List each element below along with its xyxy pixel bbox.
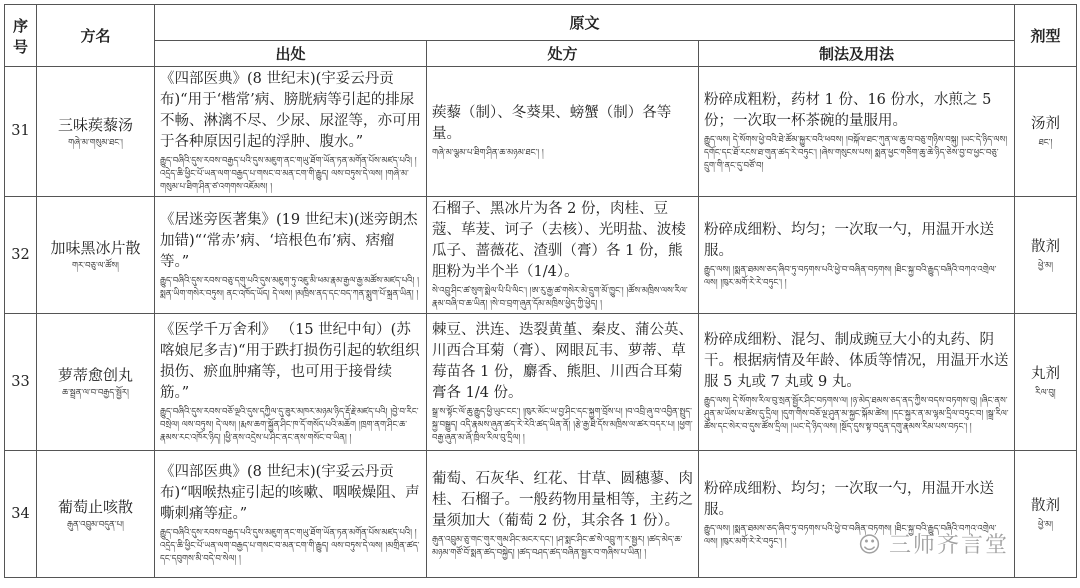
formula-table (4, 4, 1077, 578)
name-cell (37, 67, 155, 197)
form-tibetan: ཐང་། (1038, 137, 1053, 148)
source-text: 《居迷旁医著集》(19 世纪末)(迷旁朗杰加错)“‘常赤’病、‘培根色布’病、痞瘤等。” (160, 211, 418, 270)
prescription-cell (427, 314, 699, 451)
prescription-text: 棘豆、洪连、迭裂黄堇、秦皮、蒲公英、川西合耳菊（膏）、网眼瓦韦、萝蒂、草莓苗各 1 份，麝香、熊胆、川西合耳菊膏各 1/4 份。 (432, 321, 693, 401)
header-original: 原文 (155, 5, 1015, 41)
method-text: 粉碎成细粉、均匀；一次取一勺，用温开水送服。 (704, 481, 994, 518)
prescription-tibetan: རྒུན་འབྲུམ་ཅུ་གང་གུར་གུམ་ཤིང་མངར་དང་། །ཤ་སྨང་ཤིང་ཚ་སེ་འབྲུ་ཀ་ར་སྦྱར། །ཚད་མེད་ཆ་མཉམ་གཙོ་བོ་སྨན་ཚད་བསྐྱེད། །ཚད་བཤད་ཚད་བཞིན་སྦྱར་བ་གཞིས་པ་ཡིན། ། (432, 534, 683, 558)
source-text: 《四部医典》(8 世纪末)(宇妥云丹贡布)“用于‘楷常’病、膀胱病等引起的排尿不畅、淋漓不尽、少尿、尿涩等，亦可用于各种原因引起的浮肿、腹水。” (160, 71, 421, 150)
prescription-text: 蒺藜（制）、冬葵果、螃蟹（制）各等量。 (432, 105, 672, 142)
watermark (858, 528, 1015, 559)
watermark-text: 三师齐言堂 (888, 533, 1009, 558)
form-cell (1015, 197, 1077, 314)
method-tibetan: རྒྱུད་ལས། །སྨན་ཐམས་ཅད་ཞིབ་ཏུ་བཏགས་པའི་ཕྱེ་བ་བཞིན་བཏགས། །ཐིང་སྐྱ་བའི་རྒྱུད་བཞིའི་བཀའ་འགྲེལ་ལས། །ཁུར་མགོ་རེ་རེ་བཏུང་། ། (704, 524, 997, 547)
prescription-tibetan: སེ་འབྲུ་ཤིང་ཚ་སུག་སྨེལ་པི་པི་ལིང་། །ཨ་རུ་རྒྱ་ཚ་གསེར་མེ་དྲུག་མོ་ཁྱུང་། །ཚོས་མཁྲིས་ལས་རིལ་རྣམ་བཞི་བ་ཆ་ཡིན། །སེ་བ་བྲག་ཞུན་དོམ་མཁྲིས་ཕྱེད་ཀྱི་ཕྱེད། ། (432, 286, 688, 309)
form-text: 散剂 (1031, 498, 1060, 514)
method-tibetan: རྒྱུད་ལས། དེ་སོགས་རིལ་བུ་སྲན་སྦྱོར་ཤིང་བཏགས་ལ། །ཉ་མེད་ཐམས་ཅད་ནད་ཀྱིས་བདས་བཏགས་བུ། །ཞིང་ནས་ཤུན་མ་ཡོས་པ་ཚེས་དུ་དྲིལ། །དུག་གིས་བཅོ་ལྔ་ཤུན་མ་སྐྱང་སྐོམ་ཚེས། །དང་སྐྱར་ན་མ་ལྷམ་དྲིལ་བཏུང་བ། །སྒྲ་རིལ་ཚོས་དང་སེར་བ་དུས་ཚོས་དྲིལ། །ཡང་དེ་ཉིད་ལས། །སྔོད་དུས་སྟ་བདུན་དགུ་རྣམས་རིམ་པས་བཏང་། ། (704, 396, 1009, 432)
formula-name-tibetan: ཆ་སྦྲན་ལ་བ་བརྒྱད་སྦྱོར། (62, 388, 129, 398)
source-tibetan: རྒྱུད་བཞིའི་དུས་རབས་བརྒྱད་པའི་དུས་མཇུག་ནང་གཡུ་ཐོག་ཡོན་ཏན་མགོན་པོས་མཛད་པའི། །འདྲེད་ཆི་ཕྱིང་པོ་ཡན་ལག་བརྒྱད་པ་གསང་བ་མན་ངག་གི་རྒྱུད། ལས་བཏུས་དེ་ལས། །མགྲིན་ཚད་དང་དབུགས་མི་བདེ་བ་སེལ། ། (160, 528, 420, 564)
form-tibetan: རིལ་བུ། (1035, 388, 1056, 398)
form-text: 丸剂 (1031, 366, 1060, 382)
formula-name-tibetan: གཞེ་མ་གསུམ་ཐང་། (68, 137, 123, 148)
method-cell (699, 314, 1015, 451)
method-text: 粉碎成粗粉，药材 1 份、16 份水，水煎之 5 份；一次取一杯茶碗的量服用。 (704, 92, 992, 129)
source-tibetan: རྒྱུད་བཞིའི་དུས་རབས་བཅུ་དགུ་པའི་དུས་མཇུག་ཏུ་འཇུ་མི་ཕམ་རྣམ་རྒྱལ་རྒྱ་མཚོས་མཛད་པའི། །སྨན་ཡིག་གསེར་བཏུས། ནང་འཁོད་ཡོད། དེ་ལས། །མཁྲིས་ནད་དང་བད་ཀན་སྨུག་པོ་སྐྲན་ཡིན། ། (160, 275, 419, 299)
form-text: 散剂 (1031, 239, 1060, 255)
table-row (5, 67, 1077, 197)
form-cell (1015, 451, 1077, 578)
header-name: 方名 (37, 5, 155, 67)
formula-name-tibetan: རྒུན་འབྲུམ་བདུན་པ། (67, 520, 124, 530)
formula-name-tibetan: གར་བཅུ་ལ་ཚོས། (72, 261, 119, 271)
form-tibetan: ཕྱེ་མ། (1037, 520, 1054, 530)
method-cell (699, 197, 1015, 314)
form-cell (1015, 314, 1077, 451)
form-text: 汤剂 (1031, 115, 1060, 132)
source-cell (155, 67, 427, 197)
source-tibetan: རྒྱུད་བཞིའི་དུས་རབས་བརྒྱད་པའི་དུས་མཇུག་ནང་གཡུ་ཐོག་ཡོན་ཏན་མགོན་པོས་མཛད་པའི། །འདྲེད་ཆི་ཕྱིང་པོ་ཡན་ལག་བརྒྱད་པ་གསང་བ་མན་ངག་གི་རྒྱུད། ལས་བཏུས་དེ་ལས། །གཞེ་མ་གསུམ་པ་ཐིག་ཤིན་ཙ་འགགས་འཇོམས། ། (160, 156, 417, 192)
header-form: 剂型 (1015, 5, 1077, 67)
wechat-icon: ☺ (858, 533, 883, 558)
formula-name: 萝蒂愈创丸 (57, 366, 133, 384)
seq-cell: 31 (5, 67, 37, 197)
name-cell (37, 197, 155, 314)
formula-name: 葡萄止咳散 (57, 498, 133, 516)
header-prescription: 处方 (427, 41, 699, 67)
name-cell (37, 451, 155, 578)
formula-name: 加味黑冰片散 (50, 239, 141, 257)
seq-cell: 34 (5, 451, 37, 578)
prescription-tibetan: སྒྲ་ས་སྟོང་ལོ་ཆུ་རྒྱུད་ཕྱི་ཡུང་ངང་། །ཁུར་མོང་ཡ་བྱ་ཤིང་དང་སྐྱག་བྲོས་པ། །བ་འབྲི་ཞུ་བ་འབྱིན་སྤྲུད་སྐྱ་བསྒྱུད། འདི་རྣམས་ཞུན་ཚད་རེ་རེའི་ཚད་ཡིན་ནོ། །རྩེ་རྒྱ་ཐི་དོས་མཁྲིས་ལ་ཚར་བདར་པ། །ཕྱག་བརྒྱ་ཞུན་མ་ཞོ་ཁྲིལ་རིལ་བུ་དྲིལ། ། (432, 406, 693, 443)
source-cell (155, 451, 427, 578)
table-row (5, 197, 1077, 314)
name-cell (37, 314, 155, 451)
form-tibetan: ཕྱེ་མ། (1037, 261, 1054, 271)
table-row (5, 314, 1077, 451)
source-text: 《四部医典》(8 世纪末)(宇妥云丹贡布)“咽喉热症引起的咳嗽、咽喉燥阻、声嘶刺痛等症。” (160, 464, 420, 522)
formula-name: 三味蒺藜汤 (57, 115, 133, 134)
header-seq: 序号 (5, 5, 37, 67)
seq-cell: 33 (5, 314, 37, 451)
method-text: 粉碎成细粉、混匀、制成豌豆大小的丸药、阴干。根据病情及年龄、体质等情况，用温开水送服 5 丸或 7 丸或 9 丸。 (704, 332, 1009, 390)
method-text: 粉碎成细粉、均匀；一次取一勺，用温开水送服。 (704, 222, 994, 259)
header-source: 出处 (155, 41, 427, 67)
method-cell (699, 67, 1015, 197)
seq-cell: 32 (5, 197, 37, 314)
method-tibetan: རྒྱུད་ལས། །སྨན་ཐམས་ཅད་ཞིབ་ཏུ་བཏགས་པའི་ཕྱེ་བ་བཞིན་བཏགས། །ཐིང་སྐྱ་བའི་རྒྱུད་བཞིའི་བཀའ་འགྲེལ་ལས། །ཁུར་མགོ་རེ་རེ་བཏུང་། ། (704, 265, 997, 288)
form-cell (1015, 67, 1077, 197)
header-method: 制法及用法 (699, 41, 1015, 67)
source-tibetan: རྒྱུད་བཞིའི་དུས་རབས་བཅོ་ལྔའི་དུས་དཀྱིལ་དུ་ཟུར་མཁར་མཉམ་ཉིད་རྡོ་རྗེ་མཛད་པའི། །བྱེ་བ་རིང་བསྲེལ། ལས་བཏུས། དེ་ལས། །རྨས་ཆག་སྐྱོན་ཤིང་ཁ་དོ་གསོད་པའི་མཆོག །ཁྲག་ནག་ཤིང་ཆ་རྣམས་རང་འཁོར་ཉིད། །ཕྱི་ནས་འདྲེས་པ་ཤིང་ནང་ནས་གསོང་བ་ཡིན། ། (160, 406, 419, 443)
source-text: 《医学千万舍利》 （15 世纪中旬）(苏喀娘尼多吉)“用于跌打损伤引起的软组织损伤、瘀血肿痛等，也可用于接骨续筋。” (160, 321, 420, 401)
prescription-tibetan: གཞེ་མ་ལྕམ་པ་ཐིག་ཤིན་ཆ་མཉམ་ཐང་། ། (432, 148, 544, 158)
prescription-cell (427, 67, 699, 197)
prescription-text: 葡萄、石灰华、红花、甘草、圆穗蓼、肉桂、石榴子。一般药物用量相等，主药之量须加大（葡萄 2 份，其余各 1 份）。 (432, 470, 693, 529)
source-cell (155, 197, 427, 314)
prescription-text: 石榴子、黑冰片为各 2 份，肉桂、豆蔻、荜茇、诃子（去核）、光明盐、波棱瓜子、蔷薇花、渣驯（膏）各 1 份，熊胆粉为半个半（1/4）。 (432, 201, 686, 280)
prescription-cell (427, 451, 699, 578)
source-cell (155, 314, 427, 451)
method-tibetan: རྒྱུད་ལས། དེ་སོགས་ཕྱེ་བའི་ཐེ་ཚོམ་སྐྱུར་བའི་ཕབས། །བསྐོལ་ཐང་ཀུན་ལ་ཆུ་བ་བཅུ་གཉིས་བསྐུ། །ཡང་དེ་ཉིད་ལས། དགོང་དང་ཐོ་རངས་ཐ་གུན་ཚད་རེ་བཏུང་། །ཞེས་གསུངས་པས། སྨན་ཕྱང་གཅིག་ཆུ་ཆེ་ཉིད་ཅེས་བྱ་བ་ཕྱང་བཅུ་དྲུག་གི་ནང་དུ་བཙོ་བ། (704, 135, 1008, 171)
prescription-cell (427, 197, 699, 314)
